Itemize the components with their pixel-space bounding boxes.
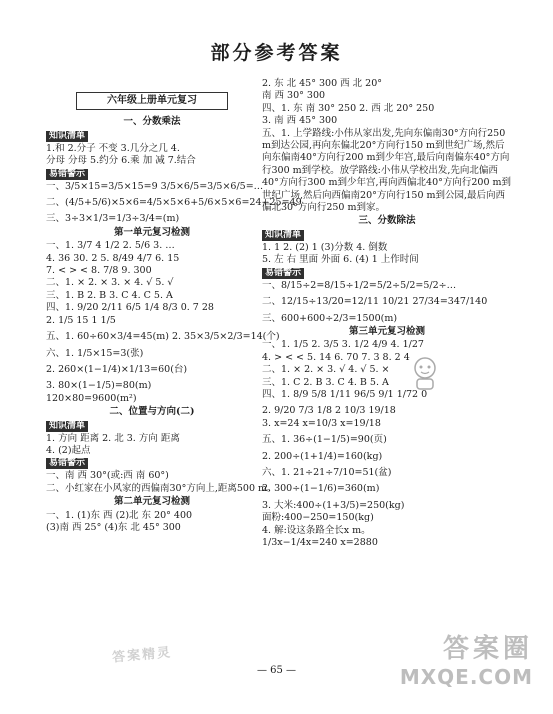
text-line: 4. 解:设这条路全长x m。 [262, 524, 371, 536]
text-line: 3. x=24 x=10/3 x=19/18 [262, 417, 381, 429]
mascot-icon [405, 352, 445, 392]
text-line: 三、600+600÷2/3=1500(m) [262, 312, 398, 324]
text-line: 7. < > < 8. 7/8 9. 300 [46, 265, 152, 277]
text-line: 2. 260×(1−1/4)×1/13=60(台) [46, 363, 188, 375]
text-line: 一、1. (1)东 西 (2)北 东 20° 400 [46, 509, 193, 521]
text-line: 三、1. C 2. B 3. C 4. B 5. A [262, 376, 389, 388]
text-line: 二、1. × 2. × 3. √ 4. √ 5. × [262, 364, 390, 376]
review3-title: 第三单元复习检测 [348, 325, 425, 337]
text-line: 3. 南 西 45° 300 [262, 115, 338, 127]
text-line: 2. 200÷(1+1/4)=160(kg) [262, 450, 383, 462]
text-line: 1. 方向 距离 2. 北 3. 方向 距离 [46, 432, 180, 444]
knowledge-tag: 知识清单 [262, 230, 304, 241]
text-line: 1. 1 2. (2) 1 (3)分数 4. 倒数 [262, 241, 388, 253]
text-line: (3)南 西 25° (4)东 北 45° 300 [46, 521, 181, 533]
text-line: 1.和 2.分子 不变 3.几分之几 4. [46, 142, 180, 154]
watermark-top: 答案圈 [442, 634, 533, 664]
text-line: 2. 东 北 45° 300 西 北 20° [262, 78, 383, 89]
text-line: 一、1. 3/7 4 1/2 2. 5/6 3. … [46, 240, 175, 252]
mistakes-tag: 易错警示 [262, 268, 304, 279]
mistakes-tag: 易错警示 [46, 169, 88, 180]
text-line: 五、1. 60÷60×3/4=45(m) 2. 35×3/5×2/3=14(个) [46, 331, 280, 343]
text-line: 五、1. 36÷(1−1/5)=90(页) [262, 434, 387, 446]
watermark [383, 628, 533, 688]
text-line: 120×80=9600(m²) [46, 392, 137, 404]
text-line: 三、3÷3×1/3=1/3÷3/4=(m) [46, 213, 180, 225]
text-line: 四、1. 9/20 2/11 6/5 1/4 8/3 0. 7 28 [46, 302, 214, 314]
text-line: 六、1. 21÷21÷7/10=51(盆) [262, 466, 392, 478]
page-title: 部分参考答案 [210, 42, 343, 64]
review1-title: 第一单元复习检测 [113, 226, 190, 238]
knowledge-tag: 知识清单 [46, 421, 88, 432]
route-paragraph: 五、1. 上学路线:小伟从家出发,先向东偏南30°方向行250 m到达公园,再向东偏北20°方向行150 m到世纪广场,然后向东偏南40°方向行200 m到少年宫,最后向南偏东40°方向行300 m到学校。放学路线:小伟从学校出发,先向北偏西40°方向行300 m到少年宫,再向西偏北40°方向行200 m到世纪广场,然后向西偏南20°方向行150 m到公园,最后向西偏北30°方向行250 m到家。 [262, 127, 512, 214]
text-line: 2. 9/20 7/3 1/8 2 10/3 19/18 [262, 405, 396, 417]
text-line: 四、1. 8/9 5/8 1/11 96/5 9/1 1/72 0 [262, 388, 428, 400]
page-number: — 65 — [256, 665, 297, 676]
watermark-url: MXQE.COM [399, 665, 533, 689]
review-box-title: 六年级上册单元复习 [76, 92, 228, 110]
unit1-title: 一、分数乘法 [123, 116, 181, 128]
text-line: 面粉:400−250=150(kg) [262, 512, 374, 524]
review2-title: 第二单元复习检测 [113, 496, 190, 508]
text-line: 二、小红家在小风家的西偏南30°方向上,距离500 m。 [46, 482, 277, 494]
stamp-text: 答案精灵 [111, 645, 173, 666]
text-line: 分母 分母 5.约分 6.乘 加 减 7.结合 [46, 155, 196, 167]
text-line: 三、1. B 2. B 3. C 4. C 5. A [46, 289, 173, 301]
unit2-title: 二、位置与方向(二) [109, 406, 195, 418]
text-line: 一、1. 1/5 2. 3/5 3. 1/2 4/9 4. 1/27 [262, 339, 424, 351]
knowledge-tag: 知识清单 [46, 131, 88, 142]
text-line: 二、1. × 2. × 3. × 4. √ 5. √ [46, 277, 174, 289]
mistakes-tag: 易错警示 [46, 458, 88, 469]
text-line: 一、南 西 30°(或:西 南 60°) [46, 470, 169, 482]
text-line: 5. 左 右 里面 外面 6. (4) 1 上作时间 [262, 254, 419, 266]
text-line: 六、1. 1/5×15=3(张) [46, 347, 144, 359]
text-line: 1/3x−1/4x=240 x=2880 [262, 537, 378, 548]
text-line: 2. 1/5 15 1 1/5 [46, 314, 116, 326]
text-line: 一、8/15÷2=8/15÷1/2=5/2÷5/2=5/2÷… [262, 279, 457, 291]
text-line: 3. 80×(1−1/5)=80(m) [46, 380, 152, 392]
text-line: 二、12/15÷13/20=12/11 10/21 27/34=347/140 [262, 296, 488, 308]
text-line: 4. > < < 5. 14 6. 70 7. 3 8. 2 4 [262, 351, 410, 363]
text-line: 二、(4/5+5/6)×5×6=4/5×5×6+5/6×5×6=24+25=49 [46, 197, 302, 209]
text-line: 2. 300÷(1−1/6)=360(m) [262, 483, 380, 495]
text-line: 3. 大米:400÷(1+3/5)=250(kg) [262, 499, 405, 511]
text-line: 四、1. 东 南 30° 250 2. 西 北 20° 250 [262, 102, 435, 114]
right-column [262, 78, 512, 549]
text-line: 4. 36 30. 2 5. 8/49 4/7 6. 15 [46, 252, 180, 264]
text-line: 4. (2)起点 [46, 444, 91, 456]
unit3-title: 三、分数除法 [358, 215, 416, 227]
text-line: 南 西 30° 300 [262, 90, 326, 102]
text-line: 一、3/5×15=3/5×15=9 3/5×6/5=3/5×6/5=… [46, 180, 264, 192]
